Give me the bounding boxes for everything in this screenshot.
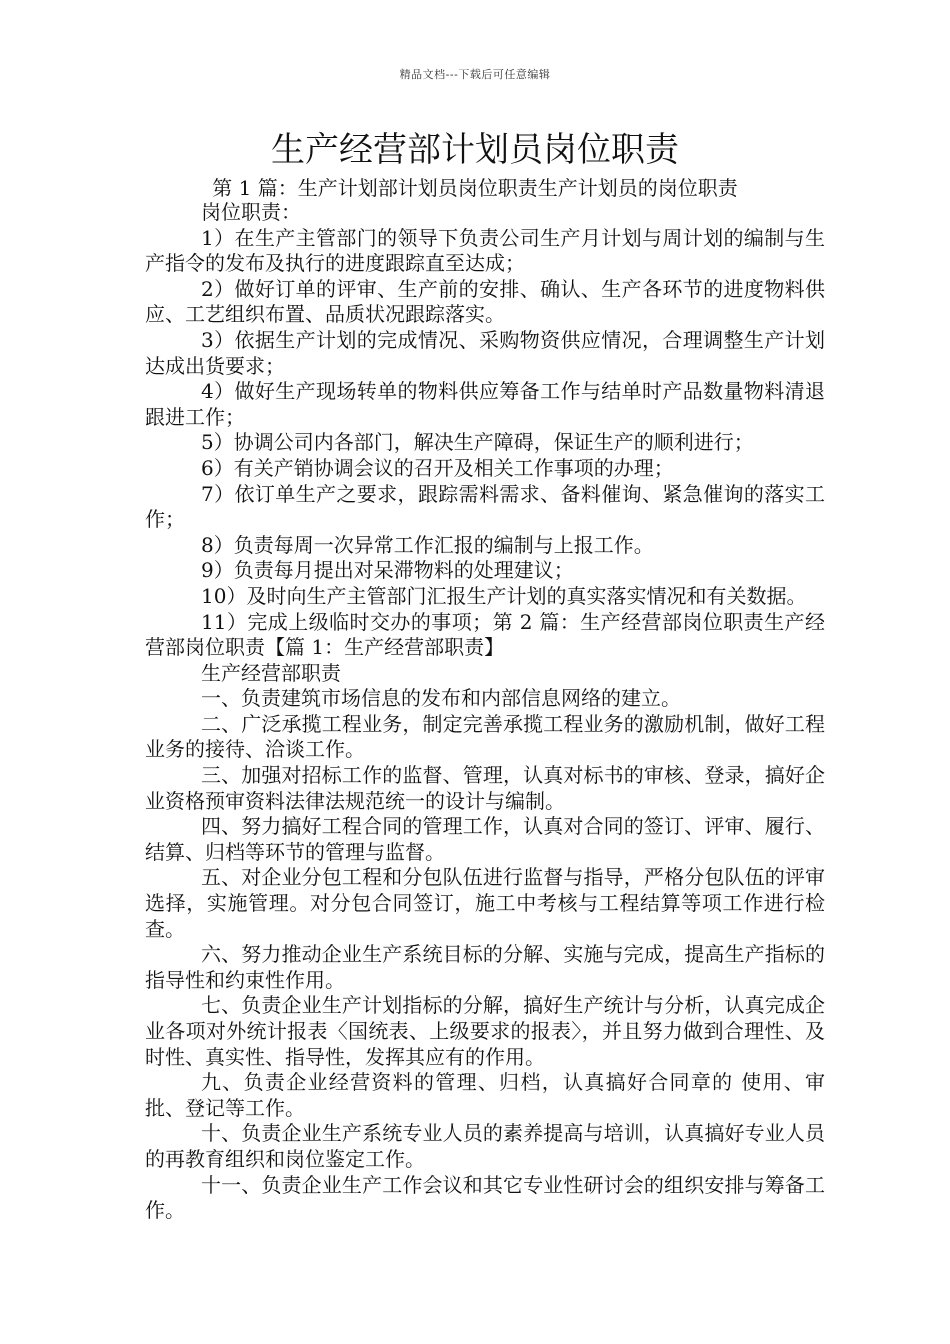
paragraph: 十一、负责企业生产工作会议和其它专业性研讨会的组织安排与筹备工作。: [145, 1172, 825, 1223]
paragraph: 岗位职责：: [201, 200, 301, 224]
paragraph: 二、广泛承揽工程业务，制定完善承揽工程业务的激励机制，做好工程业务的接待、洽谈工作。: [145, 711, 825, 762]
section-heading: 生产经营部职责: [201, 660, 341, 685]
paragraph: 3）依据生产计划的完成情况、采购物资供应情况，合理调整生产计划达成出货要求；: [145, 327, 825, 378]
paragraph: 4）做好生产现场转单的物料供应筹备工作与结单时产品数量物料清退跟进工作；: [145, 379, 825, 429]
paragraph: 6）有关产销协调会议的召开及相关工作事项的办理；: [201, 455, 674, 480]
paragraph: 七、负责企业生产计划指标的分解，搞好生产统计与分析，认真完成企业各项对外统计报表〈国统表、上级要求的报表〉，并且努力做到合理性、及时性、真实性、指导性，发挥其应有的作用。: [145, 993, 825, 1069]
paragraph: 10）及时向生产主管部门汇报生产计划的真实落实情况和有关数据。: [201, 583, 807, 608]
paragraph: 2）做好订单的评审、生产前的安排、确认、生产各环节的进度物料供应、工艺组织布置、品质状况跟踪落实。: [145, 276, 825, 327]
header-note: 精品文档---下载后可任意编辑: [399, 68, 551, 81]
paragraph: 九、负责企业经营资料的管理、归档，认真搞好合同章的 使用、审批、登记等工作。: [145, 1070, 825, 1120]
document-title: 生产经营部计划员岗位职责: [271, 130, 679, 170]
paragraph: 四、努力搞好工程合同的管理工作，认真对合同的签订、评审、履行、结算、归档等环节的管理与监督。: [145, 814, 825, 864]
paragraph: 五、对企业分包工程和分包队伍进行监督与指导，严格分包队伍的评审选择，实施管理。对分包合同签订，施工中考核与工程结算等项工作进行检查。: [145, 865, 825, 941]
document-subtitle: 第 1 篇：生产计划部计划员岗位职责生产计划员的岗位职责: [212, 176, 738, 200]
paragraph: 7）依订单生产之要求，跟踪需料需求、备料催询、紧急催询的落实工作；: [145, 481, 825, 532]
paragraph: 十、负责企业生产系统专业人员的素养提高与培训，认真搞好专业人员的再教育组织和岗位鉴定工作。: [145, 1121, 825, 1171]
paragraph: 1）在生产主管部门的领导下负责公司生产月计划与周计划的编制与生产指令的发布及执行的进度跟踪直至达成；: [145, 225, 825, 276]
paragraph: 11）完成上级临时交办的事项；第 2 篇：生产经营部岗位职责生产经营部岗位职责【篇 1：生产经营部职责】: [145, 609, 825, 660]
paragraph: 六、努力推动企业生产系统目标的分解、实施与完成，提高生产指标的指导性和约束性作用。: [145, 942, 825, 992]
paragraph: 一、负责建筑市场信息的发布和内部信息网络的建立。: [201, 686, 681, 711]
paragraph: 9）负责每月提出对呆滞物料的处理建议；: [201, 558, 574, 583]
document-body: [145, 200, 825, 1224]
paragraph: 8）负责每周一次异常工作汇报的编制与上报工作。: [201, 532, 654, 557]
paragraph: 5）协调公司内各部门，解决生产障碍，保证生产的顺利进行；: [201, 430, 754, 455]
paragraph: 三、加强对招标工作的监督、管理，认真对标书的审核、登录，搞好企业资格预审资料法律法规范统一的设计与编制。: [145, 763, 825, 813]
